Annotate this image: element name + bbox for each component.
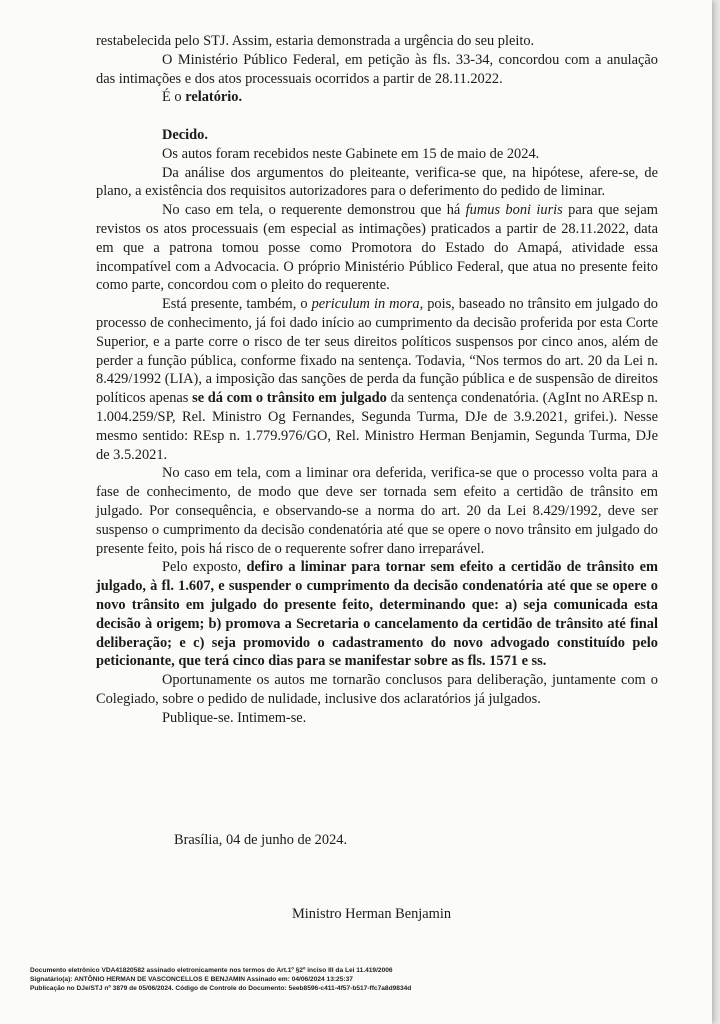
paragraph-p6 — [96, 164, 658, 202]
paragraph-spacer — [96, 107, 658, 126]
paragraph-p9 — [96, 464, 658, 558]
paragraph-p11 — [96, 671, 658, 709]
text-run: se dá com o trânsito em julgado — [192, 390, 387, 407]
text-run: Decido. — [162, 126, 208, 143]
paragraph-p4 — [96, 126, 658, 145]
text-run: Da análise dos argumentos do pleiteante, verifica-se que, na hipótese, afere-se, de plano, a existência dos requisitos autorizadores para o deferimento do pedido de liminar. — [96, 164, 658, 200]
text-run: relatório. — [185, 89, 243, 106]
text-run: defiro a liminar para tornar sem efeito a certidão de trânsito em julgado, à fl. 1.607, e suspender o cumprimento da decisão condenatória até que se opere o novo trânsito em julgado do presente feito, determinando que: a) seja comunicada esta decisão à origem; b) promova a Secretaria o cancelamento da certidão de trânsito até final deliberação; e c) seja promovido o cadastramento do novo advogado constituído pelo peticionante, que terá cinco dias para se manifestar sobre as fls. 1571 e ss. — [96, 559, 658, 670]
text-run: Publique-se. Intimem-se. — [162, 709, 307, 726]
text-run: Pelo exposto, — [162, 559, 247, 576]
paragraph-p10 — [96, 558, 658, 671]
text-run: É o — [162, 89, 186, 106]
footer-signatory-line: Signatário(a): ANTÔNIO HERMAN DE VASCONCELLOS E BENJAMIN Assinado em: 04/06/2024 13:25:37 — [30, 976, 353, 983]
text-run: No caso em tela, com a liminar ora deferida, verifica-se que o processo volta para a fase de conhecimento, de modo que deve ser tornada sem efeito a certidão de trânsito em julgado. Por consequência, e observando-se a norma do art. 20 da Lei 8.429/1992, deve ser suspenso o cumprimento da decisão condenatória até que se opere o novo trânsito em julgado do presente feito, pois há risco de o requerente sofrer dano irreparável. — [96, 465, 658, 557]
decision-body — [96, 32, 658, 727]
text-run: , pois, baseado no trânsito em julgado do processo de conhecimento, já foi dado início ao cumprimento da decisão proferida por esta Corte Superior, e a parte corre o risco de ter seus direitos políticos suspensos por cinco anos, além de perder a função pública, conforme fixado na sentença. Todavia, “Nos termos do art. 20 da Lei n. 8.429/1992 (LIA), a imposição das sanções de perda da função pública e de suspensão de direitos políticos apenas — [96, 296, 658, 407]
text-run: Está presente, também, o — [162, 296, 312, 313]
paragraph-p5 — [96, 145, 658, 164]
text-run: periculum in mora — [311, 296, 420, 313]
paragraph-p3 — [96, 88, 658, 107]
text-run: para que sejam revistos os atos processuais (em especial as intimações) praticados a partir de 28.11.2022, data em que a patrona tomou posse como Promotora do Estado do Amapá, atividade essa incompatível com a Advocacia. O próprio Ministério Público Federal, que atua no presente feito como parte, concordou com o pleito do requerente. — [96, 202, 658, 294]
place-date: Brasília, 04 de junho de 2024. — [174, 832, 348, 848]
paragraph-p8 — [96, 295, 658, 464]
text-run: Os autos foram recebidos neste Gabinete em 15 de maio de 2024. — [162, 145, 540, 162]
paragraph-p7 — [96, 201, 658, 295]
text-run: No caso em tela, o requerente demonstrou que há — [162, 202, 466, 219]
footer-document-line: Documento eletrônico VDA41820582 assinado eletronicamente nos termos do Art.1º §2º inciso III da Lei 11.419/2006 — [30, 967, 393, 974]
electronic-signature-footer — [30, 966, 700, 993]
text-run: fumus boni iuris — [465, 202, 563, 219]
paragraph-p12 — [96, 709, 658, 728]
text-run: Oportunamente os autos me tornarão conclusos para deliberação, juntamente com o Colegiado, sobre o pedido de nulidade, inclusive dos aclaratórios já julgados. — [96, 672, 658, 707]
footer-publication-line: Publicação no DJe/STJ nº 3879 de 05/06/2024. Código de Controle do Documento: 5eeb8596-c411-4f57-b517-ffc7a8d9834d — [30, 985, 412, 992]
text-run: O Ministério Público Federal, em petição às fls. 33-34, concordou com a anulação das intimações e dos atos processuais ocorridos a partir de 28.11.2022. — [96, 51, 658, 87]
text-run: da sentença condenatória. (AgInt no AREsp n. 1.004.259/SP, Rel. Ministro Og Fernandes, Segunda Turma, DJe de 3.9.2021, grifei.). Nesse mesmo sentido: REsp n. 1.779.976/GO, Rel. Ministro Herman Benjamin, Segunda Turma, DJe de 3.5.2021. — [96, 390, 658, 463]
paragraph-p2 — [96, 51, 658, 89]
paragraph-p1 — [96, 32, 658, 51]
signature-name: Ministro Herman Benjamin — [292, 906, 452, 922]
text-run: restabelecida pelo STJ. Assim, estaria demonstrada a urgência do seu pleito. — [96, 33, 535, 49]
